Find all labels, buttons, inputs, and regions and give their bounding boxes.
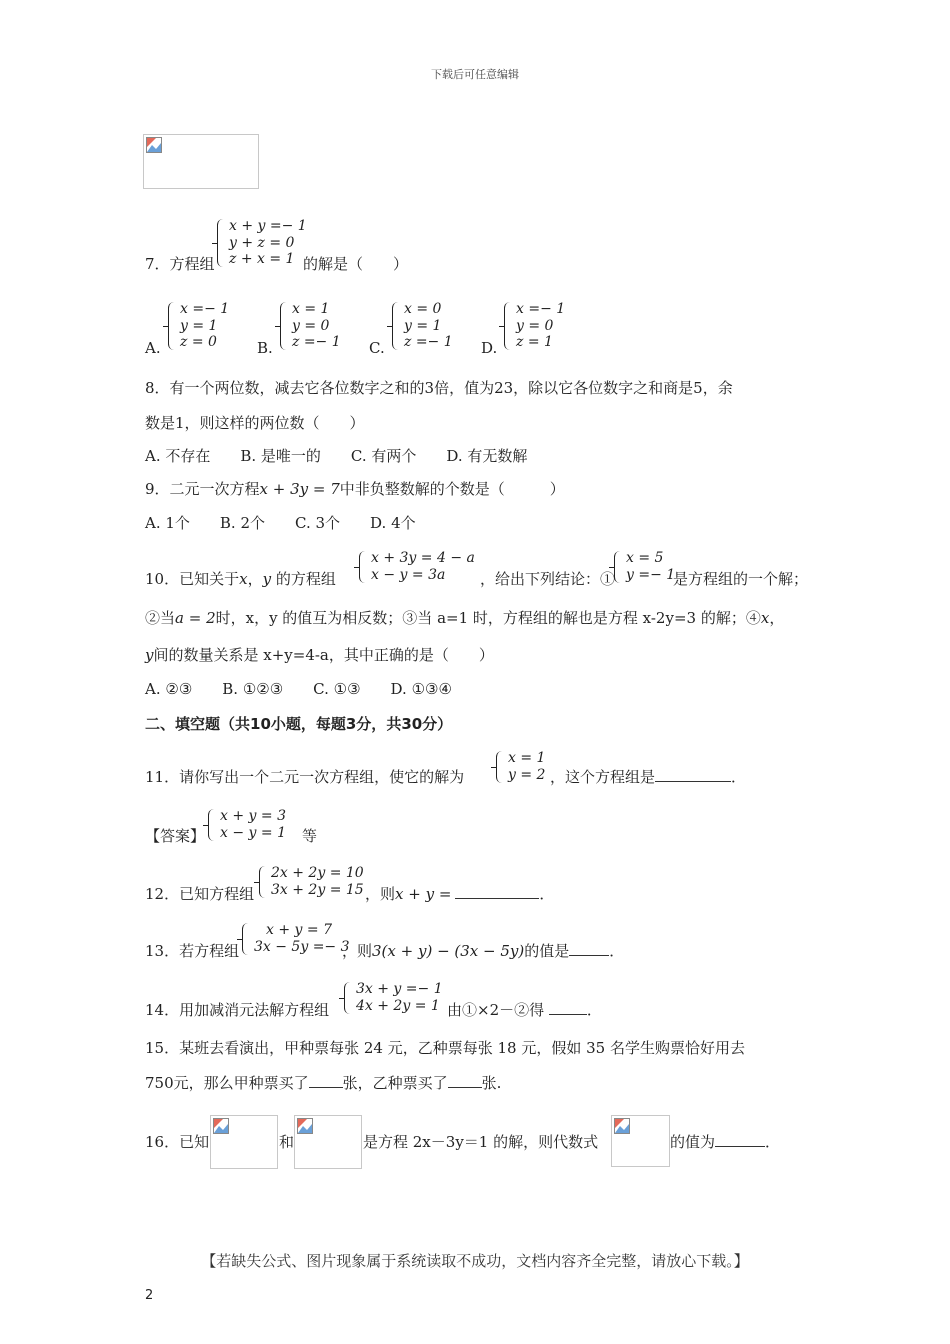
q7-label: 7．方程组 xyxy=(145,255,215,273)
q12-before: 12．已知方程组 xyxy=(145,885,255,903)
q16-broken-image-3 xyxy=(611,1115,670,1167)
q10-p1: 10．已知关于 xyxy=(145,570,240,588)
q13-before: 13．若方程组 xyxy=(145,942,240,960)
q7-a-3: z = 0 xyxy=(180,334,217,350)
q11-end: ． xyxy=(731,768,747,786)
q12-end: ． xyxy=(539,885,555,903)
q7-b-3: z =− 1 xyxy=(292,334,341,350)
q7-b-1: x = 1 xyxy=(292,301,330,317)
answer-system xyxy=(208,809,286,841)
q15-line1: 15．某班去看演出，甲种票每张 24 元，乙种票每张 18 元，假如 35 名学生购票恰好用去 xyxy=(145,1039,745,1057)
q10-line2 xyxy=(145,608,784,628)
page-header: 下载后可任意编辑 xyxy=(431,68,519,81)
q10-sep: ， xyxy=(247,570,263,588)
broken-image xyxy=(143,134,259,189)
q16-after-text: 的值为 xyxy=(670,1133,716,1151)
q10-options: A. ②③ B. ①②③ C. ①③ D. ①③④ xyxy=(145,680,452,698)
q14-eq-2: 4x + 2y = 1 xyxy=(356,998,440,1014)
q16-after xyxy=(670,1132,780,1152)
answer-label: 【答案】 xyxy=(145,827,206,845)
answer-eq-1: x + y = 3 xyxy=(220,808,286,824)
q12-after xyxy=(365,884,554,904)
q11-blank xyxy=(655,767,731,782)
q10-line3y: y xyxy=(145,646,154,664)
q8-line1: 8．有一个两位数，减去它各位数字之和的3倍，值为23，除以它各位数字之和商是5，余 xyxy=(145,379,733,397)
q15-line2 xyxy=(145,1073,501,1093)
q10-p2: 的方程组 xyxy=(275,570,336,588)
q11-before: 11．请你写出一个二元一次方程组，使它的解为 xyxy=(145,768,465,786)
broken-image-icon xyxy=(213,1118,229,1134)
q7-a-2: y = 1 xyxy=(180,317,218,334)
q7-option-d-label: D. xyxy=(481,339,498,357)
q13-end: ． xyxy=(609,942,625,960)
q12-mid: ，则 xyxy=(365,885,396,903)
q10-line2a: ②当 xyxy=(145,609,176,627)
q14-system xyxy=(344,982,443,1014)
q10-a-eq: a = 2 xyxy=(175,609,216,627)
q10-line2x: x xyxy=(760,609,770,627)
q10-line3: 间的数量关系是 x+y=4-a，其中正确的是（ ） xyxy=(153,646,494,664)
q10-line3 xyxy=(145,645,494,665)
q15-line2c: 张. xyxy=(481,1074,502,1092)
q9-text xyxy=(145,479,565,499)
q16-broken-image-1 xyxy=(210,1115,278,1169)
q10-line2b: 时，x，y 的值互为相反数；③当 a=1 时，方程组的解也是方程 x-2y=3 的解；④ xyxy=(215,609,761,627)
q8-line2: 数是1，则这样的两位数（ ） xyxy=(145,414,365,432)
q9-after: 中非负整数解的个数是（ ） xyxy=(339,480,565,498)
q10-line1 xyxy=(145,569,336,589)
q7-a-1: x =− 1 xyxy=(180,301,230,317)
q7-eq-1: x + y =− 1 xyxy=(229,218,307,234)
q7-eq-3: z + x = 1 xyxy=(229,251,295,267)
q14-eq-1: 3x + y =− 1 xyxy=(356,981,443,997)
q10-y: y xyxy=(262,570,272,588)
q9-equation: x + 3y = 7 xyxy=(259,480,340,498)
q7-d-3: z = 1 xyxy=(516,334,553,350)
q11-after-text: ，这个方程组是 xyxy=(550,768,656,786)
q13-expr: 3(x + y) − (3x − 5y) xyxy=(372,942,525,960)
q12-eq: x + y = xyxy=(395,885,452,903)
q12-eq-1: 2x + 2y = 10 xyxy=(271,865,364,881)
q10-sol-1: x = 5 xyxy=(626,550,664,566)
q10-line2c: ， xyxy=(769,609,785,627)
q13-eq-1: x + y = 7 xyxy=(266,922,332,938)
q7-option-d xyxy=(504,302,565,350)
q7-option-c-label: C. xyxy=(369,339,385,357)
answer-eq-2: x − y = 1 xyxy=(220,825,286,841)
page-footer-notice: 【若缺失公式、图片现象属于系统读取不成功，文档内容齐全完整，请放心下载。】 xyxy=(201,1252,749,1270)
answer-after: 等 xyxy=(302,827,318,845)
q10-solution xyxy=(614,551,675,583)
q7-option-a-label: A. xyxy=(145,339,161,357)
q12-system xyxy=(259,866,364,898)
q11-after xyxy=(550,767,746,787)
q12-blank xyxy=(455,884,539,899)
q16-blank xyxy=(715,1132,765,1147)
q11-solution xyxy=(496,751,545,783)
q16-mid: 是方程 2x－3y＝1 的解，则代数式 xyxy=(363,1133,599,1151)
q10-system xyxy=(359,551,475,583)
q9-options: A. 1个 B. 2个 C. 3个 D. 4个 xyxy=(145,514,416,532)
q13-system xyxy=(242,923,350,955)
q11-sol-1: x = 1 xyxy=(508,750,546,766)
q13-after-text: 的值是 xyxy=(524,942,570,960)
q13-eq-2: 3x − 5y =− 3 xyxy=(254,939,350,955)
q8-options: A. 不存在 B. 是唯一的 C. 有两个 D. 有无数解 xyxy=(145,447,528,465)
q15-blank-1 xyxy=(309,1073,343,1088)
q14-after-text: 由①×2－②得 xyxy=(447,1001,545,1019)
broken-image-icon xyxy=(297,1118,313,1134)
q15-blank-2 xyxy=(448,1073,482,1088)
q10-eq-2: x − y = 3a xyxy=(371,567,446,583)
q7-d-2: y = 0 xyxy=(516,317,554,334)
q7-system xyxy=(217,219,307,267)
q15-line2b: 张，乙种票买了 xyxy=(342,1074,448,1092)
q7-d-1: x =− 1 xyxy=(516,301,566,317)
q16-end: ． xyxy=(765,1133,781,1151)
q9-before: 9．二元一次方程 xyxy=(145,480,260,498)
q14-before: 14．用加减消元法解方程组 xyxy=(145,1001,330,1019)
q16-broken-image-2 xyxy=(294,1115,362,1169)
section-title: 二、填空题（共10小题，每题3分，共30分） xyxy=(145,715,453,733)
q15-line2a: 750元，那么甲种票买了 xyxy=(145,1074,309,1092)
q10-eq-1: x + 3y = 4 − a xyxy=(371,550,475,566)
q7-c-1: x = 0 xyxy=(404,301,442,317)
q10-p3: ，给出下列结论：① xyxy=(480,570,616,588)
broken-image-icon xyxy=(146,137,162,153)
q13-after xyxy=(342,941,624,961)
q14-blank xyxy=(549,1000,587,1015)
q7-eq-2: y + z = 0 xyxy=(229,234,295,251)
q12-eq-2: 3x + 2y = 15 xyxy=(271,882,364,898)
q7-c-2: y = 1 xyxy=(404,317,442,334)
q14-after xyxy=(447,1000,602,1020)
q10-x: x xyxy=(239,570,248,588)
q7-c-3: z =− 1 xyxy=(404,334,453,350)
q7-option-c xyxy=(392,302,453,350)
q7-option-b xyxy=(280,302,341,350)
q7-b-2: y = 0 xyxy=(292,317,330,334)
page-number: 2 xyxy=(145,1288,154,1303)
q11-sol-2: y = 2 xyxy=(508,767,546,783)
q16-and: 和 xyxy=(279,1133,295,1151)
q13-blank xyxy=(569,941,609,956)
q7-suffix: 的解是（ ） xyxy=(303,255,409,273)
q7-option-b-label: B. xyxy=(257,339,273,357)
q10-sol-2: y =− 1 xyxy=(626,567,676,583)
q10-p4: 是方程组的一个解； xyxy=(673,570,809,588)
q7-option-a xyxy=(168,302,229,350)
q16-before: 16．已知 xyxy=(145,1133,210,1151)
broken-image-icon xyxy=(614,1118,630,1134)
q14-end: ． xyxy=(586,1001,602,1019)
q13-mid: ，则 xyxy=(342,942,373,960)
